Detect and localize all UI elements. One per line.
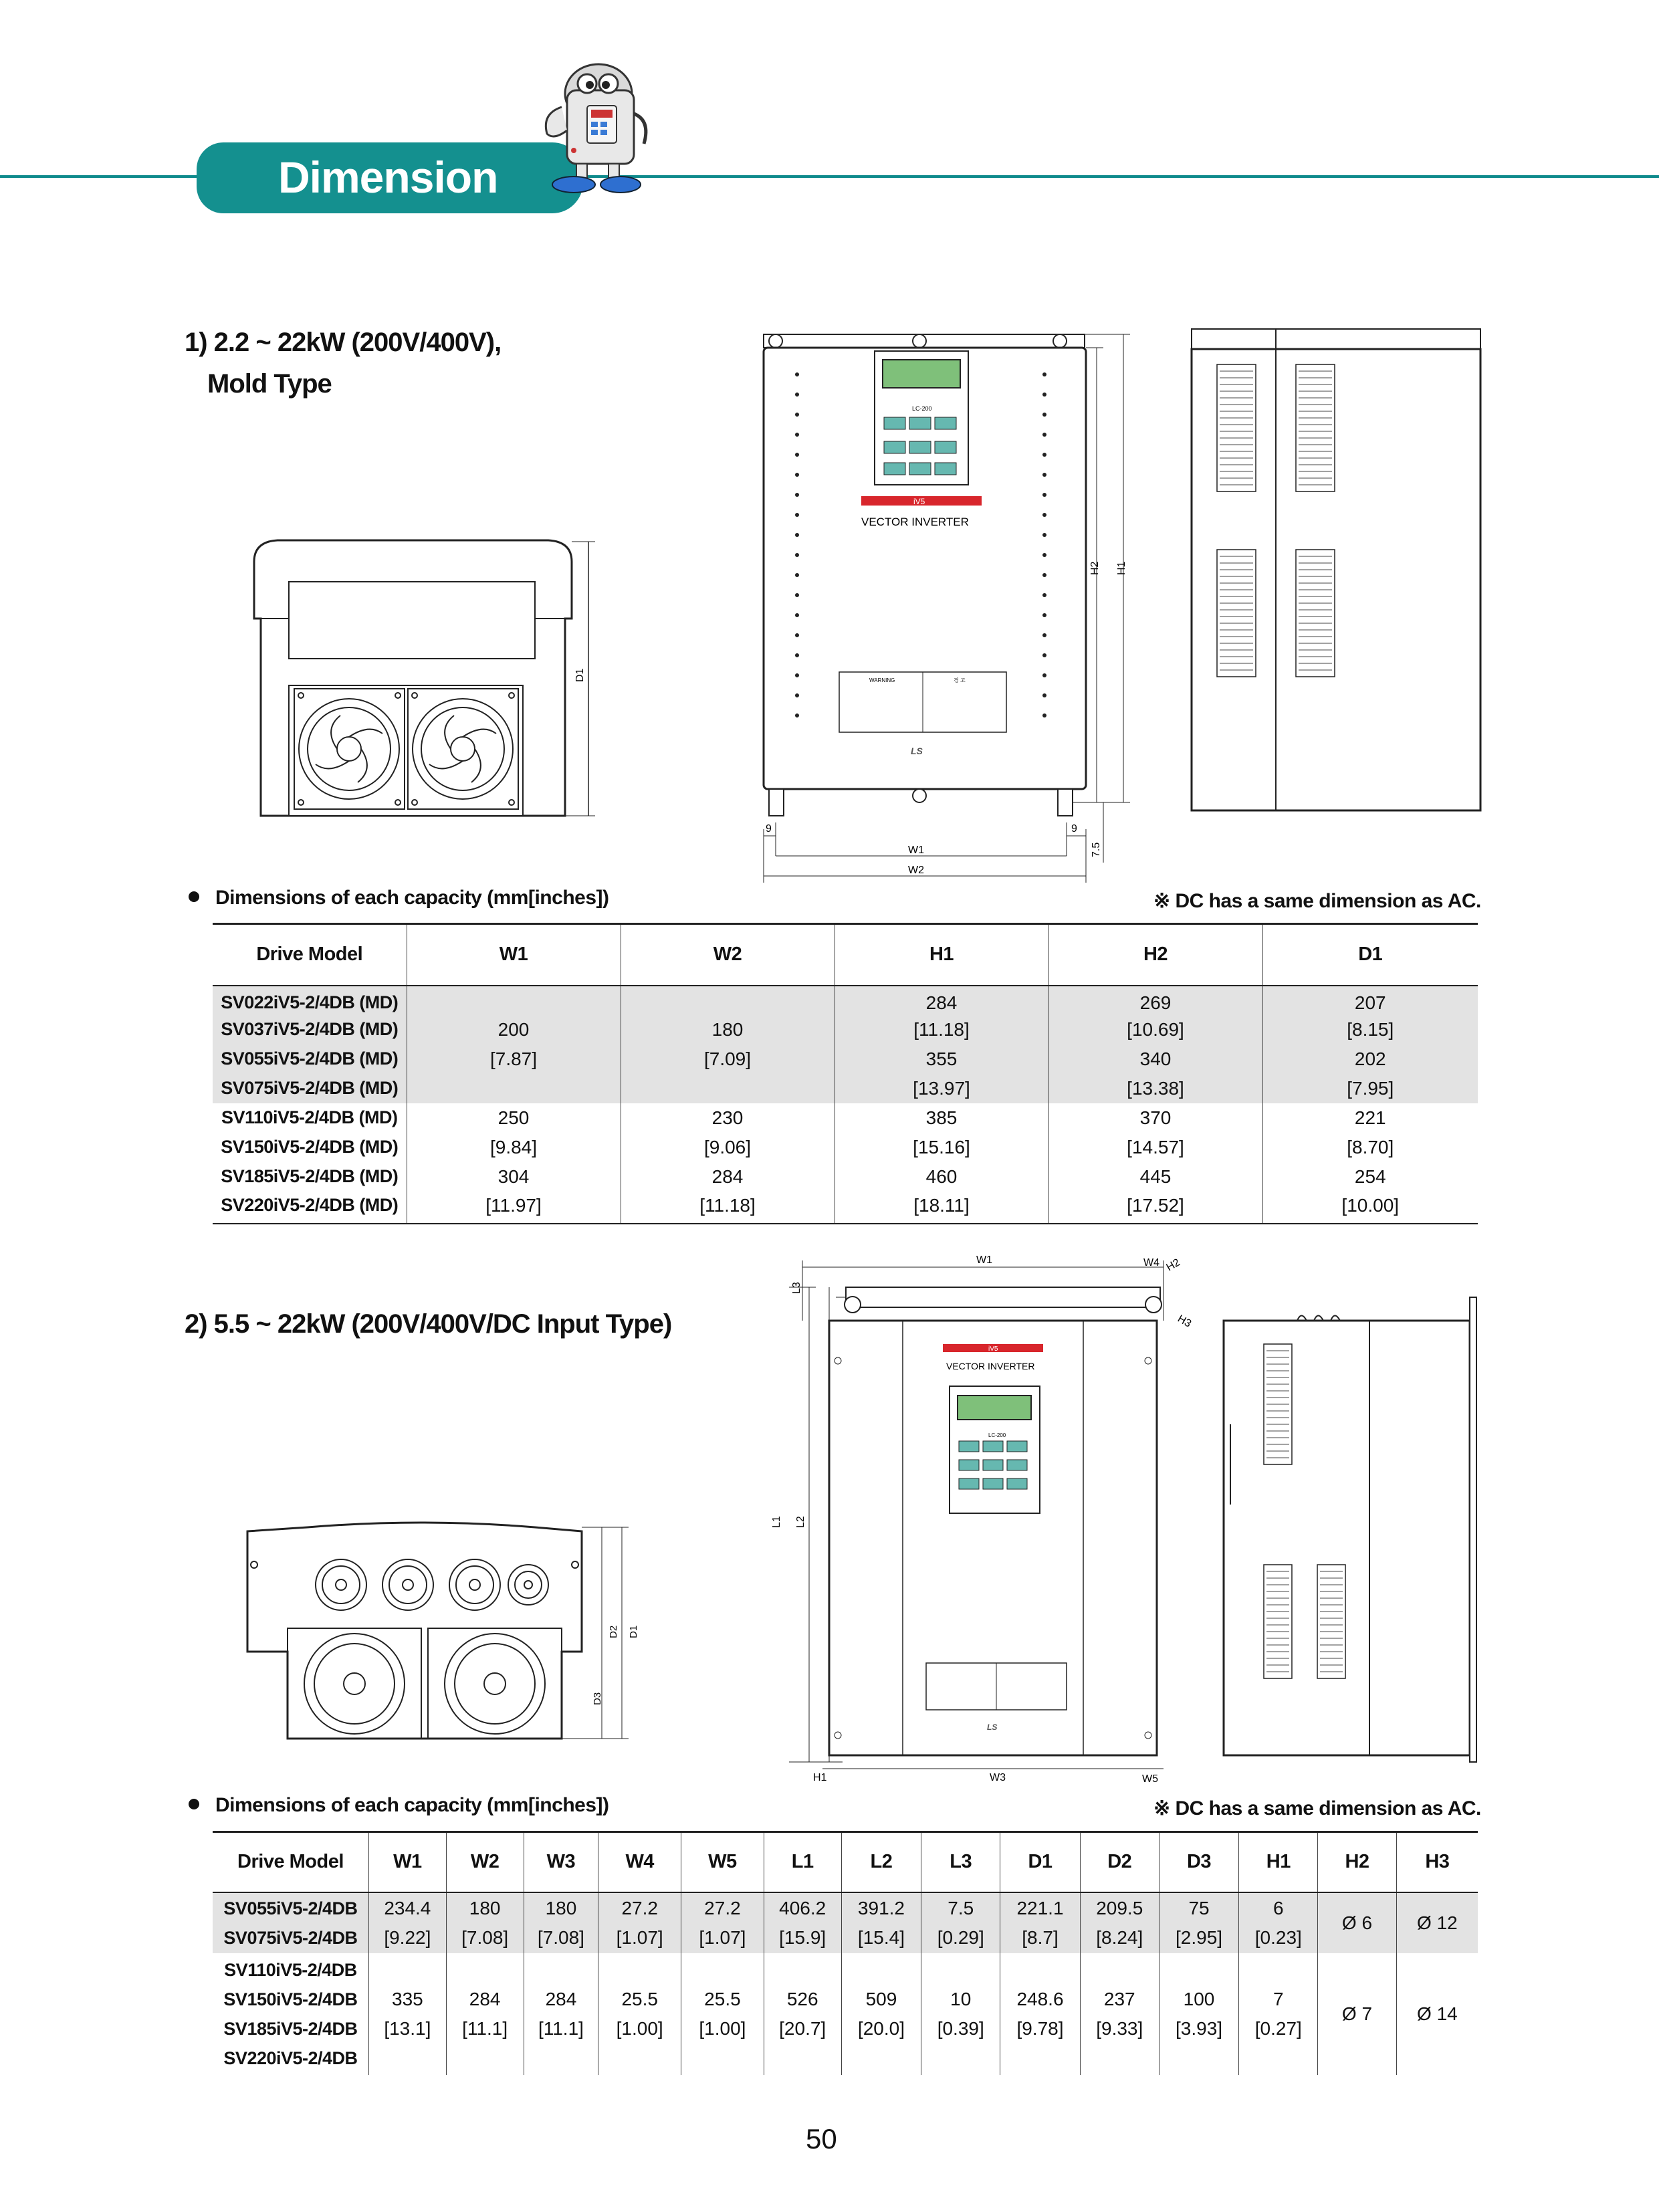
model-cell-group-a [213, 1892, 368, 1953]
h1-cell: [11.18] [835, 1015, 1048, 1044]
d3-cell [1159, 1953, 1239, 2075]
d1-cell [1000, 1953, 1081, 2075]
bullet-icon [189, 1799, 199, 1809]
section2-dimension-table [213, 1831, 1478, 2075]
d1-cell [1000, 1892, 1081, 1953]
table-row [213, 1074, 1478, 1103]
warning-kr-label: 경 고 [954, 677, 966, 683]
value-inch: [7.08] [461, 1926, 509, 1948]
l1-cell [764, 1892, 841, 1953]
value-mm: 100 [1183, 1988, 1215, 2009]
brand-label: iV5 [913, 497, 925, 506]
value-mm: 391.2 [857, 1897, 905, 1918]
value-mm: 237 [1103, 1988, 1135, 2009]
h2-cell: 370 [1048, 1103, 1262, 1133]
value-mm: 6 [1273, 1897, 1284, 1918]
col-header-l1: L1 [764, 1832, 841, 1892]
value-inch: [2.95] [1175, 1926, 1223, 1948]
value-mm: 7 [1273, 1988, 1284, 2009]
value-inch: [0.23] [1254, 1926, 1302, 1948]
h2-cell: [17.52] [1048, 1192, 1262, 1224]
label-w2: W2 [908, 865, 924, 876]
label-w1: W1 [908, 845, 924, 856]
model-cell: SV185iV5-2/4DB (MD) [213, 1162, 407, 1192]
value-inch: [0.27] [1254, 2017, 1302, 2039]
lcd-model-label: LC-200 [988, 1432, 1006, 1438]
table-row-group-a [213, 1892, 1478, 1953]
h2-cell: Ø 6 [1318, 1892, 1397, 1953]
col-header-w5: W5 [681, 1832, 764, 1892]
section1-front-view-drawing [756, 321, 1143, 889]
section2-front-view-drawing [769, 1247, 1210, 1789]
col-header-l2: L2 [841, 1832, 921, 1892]
h2-cell: 445 [1048, 1162, 1262, 1192]
model-name: SV185iV5-2/4DB [223, 2018, 358, 2039]
section1-title-line2: Mold Type [207, 369, 332, 399]
table-row [213, 1192, 1478, 1224]
model-name: SV220iV5-2/4DB [223, 2048, 358, 2068]
h2-cell: [10.69] [1048, 1015, 1262, 1044]
value-inch: [9.78] [1016, 2017, 1064, 2039]
value-mm: 509 [865, 1988, 897, 2009]
h1-cell: 284 [835, 986, 1048, 1015]
h1-cell: 385 [835, 1103, 1048, 1133]
value-mm: 248.6 [1016, 1988, 1064, 2009]
label-w4: W4 [1143, 1257, 1159, 1268]
value-mm: 406.2 [779, 1897, 826, 1918]
value-inch: [3.93] [1175, 2017, 1223, 2039]
w3-cell [524, 1892, 598, 1953]
col-header-h1: H1 [835, 924, 1048, 986]
table-row [213, 1015, 1478, 1044]
model-name: SV055iV5-2/4DB [223, 1898, 358, 1918]
section2-note: ※ DC has a same dimension as AC. [1153, 1797, 1481, 1819]
label-nine-right: 9 [1071, 823, 1077, 835]
product-label: VECTOR INVERTER [946, 1361, 1035, 1371]
value-mm: 221.1 [1016, 1897, 1064, 1918]
col-header-d3: D3 [1159, 1832, 1239, 1892]
w2-cell: [7.09] [621, 1044, 835, 1074]
value-mm: 7.5 [948, 1897, 974, 1918]
value-inch: [7.08] [537, 1926, 584, 1948]
d1-cell: 254 [1354, 1166, 1386, 1187]
h1-cell: [13.97] [835, 1074, 1048, 1103]
d1-cell: [7.95] [1347, 1077, 1394, 1099]
col-header-d2: D2 [1080, 1832, 1159, 1892]
value-mm: 25.5 [621, 1988, 658, 2009]
section1-bottom-view-drawing [241, 528, 615, 829]
value-inch: [1.07] [699, 1926, 746, 1948]
l1-cell [764, 1953, 841, 2075]
value-mm: 25.5 [704, 1988, 741, 2009]
col-header-h2: H2 [1048, 924, 1262, 986]
col-header-w3: W3 [524, 1832, 598, 1892]
model-name: SV110iV5-2/4DB [224, 1959, 357, 1980]
col-header-drive-model: Drive Model [213, 1832, 368, 1892]
w2-cell [621, 1074, 835, 1103]
model-cell: SV220iV5-2/4DB (MD) [213, 1192, 407, 1224]
w5-cell [681, 1892, 764, 1953]
l2-cell [841, 1892, 921, 1953]
col-header-h3: H3 [1425, 1851, 1450, 1873]
brand-label: iV5 [988, 1345, 998, 1353]
value-mm: 284 [469, 1988, 501, 2009]
mascot-illustration [535, 53, 655, 194]
model-cell: SV022iV5-2/4DB (MD) [213, 986, 407, 1015]
table-row [213, 1103, 1478, 1133]
label-d3: D3 [592, 1692, 603, 1705]
value-mm: 526 [786, 1988, 818, 2009]
ls-logo: LS [987, 1723, 998, 1732]
w1-cell: 304 [407, 1162, 621, 1192]
w1-cell: 250 [407, 1103, 621, 1133]
d3-cell [1159, 1892, 1239, 1953]
d1-cell: [8.15] [1347, 1018, 1394, 1040]
w2-cell [446, 1953, 524, 2075]
l3-cell [921, 1953, 1000, 2075]
w1-cell [407, 1074, 621, 1103]
value-inch: [1.00] [699, 2017, 746, 2039]
page-number: 50 [806, 2123, 837, 2154]
w2-cell [621, 986, 835, 1015]
warning-label: WARNING [869, 677, 895, 683]
w1-cell [368, 1953, 446, 2075]
value-mm: 234.4 [384, 1897, 431, 1918]
value-mm: 180 [469, 1897, 501, 1918]
section1-caption-row [189, 887, 609, 909]
label-d1: D1 [628, 1625, 639, 1638]
section2-bottom-view-drawing [227, 1511, 655, 1752]
h2-cell: 269 [1048, 986, 1262, 1015]
model-cell: SV037iV5-2/4DB (MD) [213, 1015, 407, 1044]
label-h2: H2 [1164, 1256, 1182, 1274]
h1-cell: [15.16] [835, 1133, 1048, 1162]
value-inch: [9.22] [384, 1926, 431, 1948]
label-l2: L2 [795, 1516, 806, 1528]
value-inch: [1.00] [616, 2017, 663, 2039]
model-cell-group-b [213, 1953, 368, 2075]
page-title: Dimension [278, 152, 498, 202]
value-mm: 27.2 [704, 1897, 741, 1918]
col-header-w1: W1 [368, 1832, 446, 1892]
label-l1: L1 [771, 1516, 782, 1528]
section2-caption-row [189, 1794, 609, 1817]
model-name: SV150iV5-2/4DB [223, 1989, 358, 2009]
w1-cell: [9.84] [407, 1133, 621, 1162]
col-header-d1: D1 [1000, 1832, 1081, 1892]
label-h3: H3 [1176, 1313, 1194, 1330]
header-pill [197, 142, 583, 213]
section2-title: 2) 5.5 ~ 22kW (200V/400V/DC Input Type) [185, 1309, 672, 1339]
value-inch: [13.1] [384, 2017, 431, 2039]
w4-cell [598, 1953, 681, 2075]
section1-dimension-table [213, 923, 1478, 1224]
h2-cell: 340 [1048, 1044, 1262, 1074]
label-seven-five: 7.5 [1091, 842, 1102, 857]
w2-cell: [11.18] [621, 1192, 835, 1224]
table-row-group-b [213, 1953, 1478, 2075]
product-label: VECTOR INVERTER [861, 516, 969, 528]
value-inch: [11.1] [462, 2017, 508, 2039]
d2-cell [1080, 1892, 1159, 1953]
w2-cell: 284 [621, 1162, 835, 1192]
col-header-w1: W1 [407, 924, 621, 986]
h3-cell: Ø 12 [1417, 1912, 1458, 1933]
value-inch: [15.4] [857, 1926, 905, 1948]
table-row [213, 986, 1478, 1015]
col-header-d1: D1 [1358, 944, 1383, 966]
d2-cell [1080, 1953, 1159, 2075]
value-mm: 180 [545, 1897, 577, 1918]
h1-cell [1239, 1953, 1318, 2075]
label-l3: L3 [791, 1282, 802, 1294]
table-row [213, 1133, 1478, 1162]
value-inch: [1.07] [616, 1926, 663, 1948]
section2-caption: Dimensions of each capacity (mm[inches]) [215, 1794, 609, 1816]
value-inch: [20.7] [779, 2017, 826, 2039]
value-inch: [9.33] [1096, 2017, 1143, 2039]
table-row [213, 1044, 1478, 1074]
section1-caption: Dimensions of each capacity (mm[inches]) [215, 887, 609, 909]
model-name: SV075iV5-2/4DB [223, 1927, 358, 1948]
l2-cell [841, 1953, 921, 2075]
col-header-l3: L3 [921, 1832, 1000, 1892]
table-row [213, 1162, 1478, 1192]
value-mm: 335 [392, 1988, 423, 2009]
w2-cell: 180 [621, 1015, 835, 1044]
value-inch: [8.7] [1022, 1926, 1059, 1948]
bullet-icon [189, 891, 199, 902]
col-header-w4: W4 [598, 1832, 681, 1892]
w5-cell [681, 1953, 764, 2075]
model-cell: SV150iV5-2/4DB (MD) [213, 1133, 407, 1162]
w2-cell: [9.06] [621, 1133, 835, 1162]
w2-cell [446, 1892, 524, 1953]
label-nine-left: 9 [766, 823, 772, 835]
model-cell: SV075iV5-2/4DB (MD) [213, 1074, 407, 1103]
label-h2: H2 [1089, 561, 1101, 575]
d1-cell: 207 [1354, 992, 1386, 1013]
value-inch: [15.9] [779, 1926, 826, 1948]
label-h1: H1 [813, 1772, 827, 1783]
model-cell: SV110iV5-2/4DB (MD) [213, 1103, 407, 1133]
w4-cell [598, 1892, 681, 1953]
w1-cell: [11.97] [407, 1192, 621, 1224]
w1-cell [407, 986, 621, 1015]
w1-cell [368, 1892, 446, 1953]
h2-cell: Ø 7 [1318, 1953, 1397, 2075]
col-header-w2: W2 [621, 924, 835, 986]
col-header-h1: H1 [1239, 1832, 1318, 1892]
value-mm: 284 [545, 1988, 577, 2009]
section1-note: ※ DC has a same dimension as AC. [1153, 890, 1481, 912]
value-mm: 10 [950, 1988, 972, 2009]
label-w3: W3 [990, 1772, 1006, 1783]
value-inch: [11.1] [538, 2017, 584, 2039]
label-d1: D1 [574, 668, 586, 682]
h2-cell: [14.57] [1048, 1133, 1262, 1162]
d1-cell: 202 [1354, 1048, 1386, 1069]
d1-cell: [8.70] [1347, 1136, 1394, 1157]
w2-cell: 230 [621, 1103, 835, 1133]
value-inch: [20.0] [857, 2017, 905, 2039]
label-h1: H1 [1116, 561, 1127, 575]
label-d2: D2 [608, 1625, 619, 1638]
section1-title-line1: 1) 2.2 ~ 22kW (200V/400V), [185, 328, 502, 357]
h2-cell: [13.38] [1048, 1074, 1262, 1103]
model-cell: SV055iV5-2/4DB (MD) [213, 1044, 407, 1074]
l3-cell [921, 1892, 1000, 1953]
col-header-h2: H2 [1318, 1832, 1397, 1892]
section2-side-view-drawing [1217, 1291, 1478, 1765]
value-mm: 27.2 [621, 1897, 658, 1918]
lcd-model-label: LC-200 [912, 405, 932, 412]
value-inch: [8.24] [1096, 1926, 1143, 1948]
w3-cell [524, 1953, 598, 2075]
col-header-w2: W2 [446, 1832, 524, 1892]
h1-cell: [18.11] [835, 1192, 1048, 1224]
h1-cell: 355 [835, 1044, 1048, 1074]
h1-cell: 460 [835, 1162, 1048, 1192]
h1-cell [1239, 1892, 1318, 1953]
value-mm: 75 [1188, 1897, 1210, 1918]
d1-cell: [10.00] [1341, 1194, 1400, 1216]
d1-cell: 221 [1354, 1107, 1386, 1128]
col-header-drive-model: Drive Model [213, 924, 407, 986]
w1-cell: 200 [407, 1015, 621, 1044]
label-w1: W1 [976, 1254, 992, 1266]
ls-logo: LS [911, 746, 923, 756]
w1-cell: [7.87] [407, 1044, 621, 1074]
section1-side-view-drawing [1184, 321, 1491, 816]
value-mm: 209.5 [1096, 1897, 1143, 1918]
value-inch: [0.39] [937, 2017, 984, 2039]
label-w5: W5 [1142, 1773, 1158, 1785]
h3-cell: Ø 14 [1417, 2003, 1458, 2024]
value-inch: [0.29] [937, 1926, 984, 1948]
